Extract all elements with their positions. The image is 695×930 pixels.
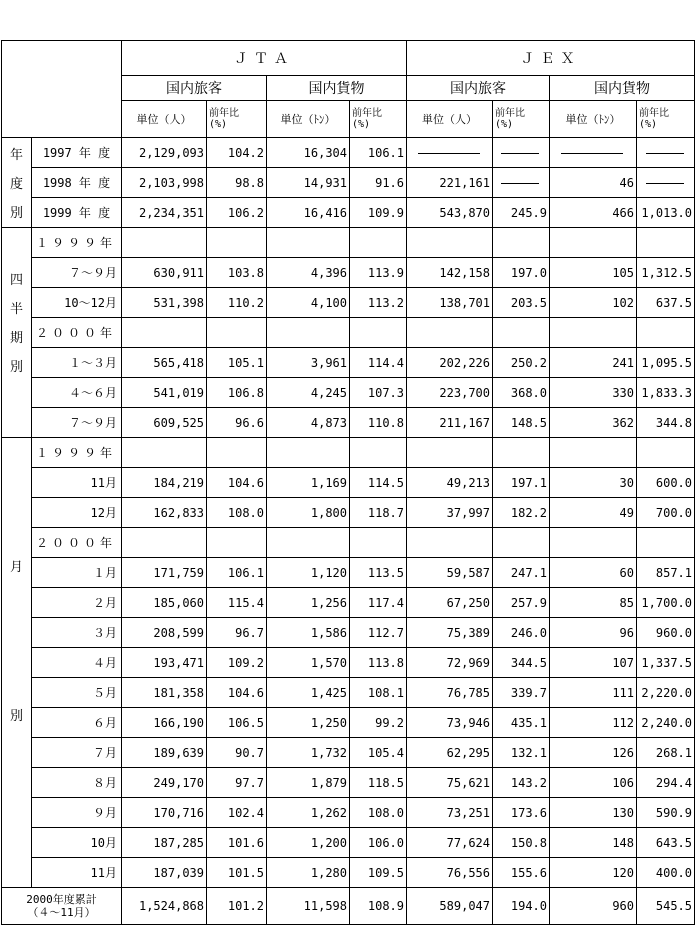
cell-jta-pax-yoy: 115.4 bbox=[207, 588, 267, 618]
cell-jta-pax-yoy: 101.5 bbox=[207, 858, 267, 888]
cell-jta-pax-yoy: 104.2 bbox=[207, 138, 267, 168]
cell-jta-cargo-yoy: 108.0 bbox=[350, 798, 407, 828]
cell-jex-pax: 589,047 bbox=[407, 888, 493, 925]
empty-cell bbox=[550, 228, 637, 258]
cell-jex-cargo-yoy: 643.5 bbox=[637, 828, 695, 858]
yoy-header: 前年比 (%) bbox=[637, 101, 695, 138]
cell-jex-cargo-yoy: 294.4 bbox=[637, 768, 695, 798]
table-row bbox=[2, 378, 695, 408]
cell-jta-cargo: 1,425 bbox=[267, 678, 350, 708]
cell-jex-cargo-yoy bbox=[637, 168, 695, 198]
cell-jta-pax: 531,398 bbox=[122, 288, 207, 318]
cell-jex-cargo: 148 bbox=[550, 828, 637, 858]
cell-jta-pax-yoy: 96.6 bbox=[207, 408, 267, 438]
unit-ton: 単位（ﾄﾝ） bbox=[550, 101, 637, 138]
cell-jex-pax-yoy: 250.2 bbox=[493, 348, 550, 378]
cell-jex-cargo: 49 bbox=[550, 498, 637, 528]
empty-cell bbox=[267, 438, 350, 468]
year-heading: ２０００年 bbox=[32, 528, 122, 558]
cell-jex-pax-yoy: 143.2 bbox=[493, 768, 550, 798]
cell-jex-pax bbox=[407, 138, 493, 168]
cell-jex-cargo: 130 bbox=[550, 798, 637, 828]
cell-jta-pax: 2,103,998 bbox=[122, 168, 207, 198]
cell-jex-cargo: 85 bbox=[550, 588, 637, 618]
cell-jex-pax-yoy bbox=[493, 138, 550, 168]
cell-jta-cargo-yoy: 114.5 bbox=[350, 468, 407, 498]
row-label: 1997 年 度 bbox=[32, 138, 122, 168]
table-row bbox=[2, 678, 695, 708]
cell-jta-cargo: 1,280 bbox=[267, 858, 350, 888]
group-quarterly-char: 四 bbox=[9, 273, 23, 288]
cell-jex-pax: 223,700 bbox=[407, 378, 493, 408]
cell-jex-cargo-yoy: 344.8 bbox=[637, 408, 695, 438]
cell-jta-pax-yoy: 103.8 bbox=[207, 258, 267, 288]
cell-jta-pax-yoy: 102.4 bbox=[207, 798, 267, 828]
cell-jta-cargo: 1,169 bbox=[267, 468, 350, 498]
cell-jex-cargo-yoy: 2,240.0 bbox=[637, 708, 695, 738]
cell-jex-cargo-yoy: 268.1 bbox=[637, 738, 695, 768]
row-label: １～３月 bbox=[32, 348, 122, 378]
cell-jta-cargo: 16,416 bbox=[267, 198, 350, 228]
cell-jex-pax-yoy: 344.5 bbox=[493, 648, 550, 678]
cell-jta-cargo: 1,250 bbox=[267, 708, 350, 738]
cell-jex-pax: 67,250 bbox=[407, 588, 493, 618]
cell-jex-cargo: 330 bbox=[550, 378, 637, 408]
empty-cell bbox=[207, 528, 267, 558]
row-label: 10～12月 bbox=[32, 288, 122, 318]
empty-cell bbox=[407, 438, 493, 468]
cell-jta-pax: 1,524,868 bbox=[122, 888, 207, 925]
cell-jex-pax-yoy: 245.9 bbox=[493, 198, 550, 228]
cell-jta-cargo: 4,245 bbox=[267, 378, 350, 408]
table-row bbox=[2, 348, 695, 378]
cell-jex-cargo: 112 bbox=[550, 708, 637, 738]
empty-cell bbox=[637, 318, 695, 348]
cell-jex-pax: 75,389 bbox=[407, 618, 493, 648]
group-monthly-char: 月 bbox=[9, 560, 23, 575]
cell-jta-pax: 162,833 bbox=[122, 498, 207, 528]
cell-jta-cargo-yoy: 108.9 bbox=[350, 888, 407, 925]
cell-jta-pax-yoy: 106.2 bbox=[207, 198, 267, 228]
cell-jex-cargo-yoy: 857.1 bbox=[637, 558, 695, 588]
cell-jta-pax: 2,129,093 bbox=[122, 138, 207, 168]
cell-jta-cargo-yoy: 108.1 bbox=[350, 678, 407, 708]
no-data-dash bbox=[501, 153, 539, 154]
cell-jex-pax-yoy bbox=[493, 168, 550, 198]
group-annual-char: 年 bbox=[9, 148, 23, 163]
row-label: 1999 年 度 bbox=[32, 198, 122, 228]
cell-jta-cargo-yoy: 106.1 bbox=[350, 138, 407, 168]
cell-jta-cargo: 1,200 bbox=[267, 828, 350, 858]
cell-jex-pax-yoy: 182.2 bbox=[493, 498, 550, 528]
cell-jta-pax: 187,039 bbox=[122, 858, 207, 888]
cell-jta-pax-yoy: 109.2 bbox=[207, 648, 267, 678]
table-row bbox=[2, 528, 695, 558]
cell-jta-cargo-yoy: 113.9 bbox=[350, 258, 407, 288]
cell-jex-pax-yoy: 194.0 bbox=[493, 888, 550, 925]
cell-jex-pax: 76,785 bbox=[407, 678, 493, 708]
cell-jex-cargo: 111 bbox=[550, 678, 637, 708]
row-label: ９月 bbox=[32, 798, 122, 828]
cell-jta-pax: 185,060 bbox=[122, 588, 207, 618]
empty-cell bbox=[350, 228, 407, 258]
group-quarterly-char: 期 bbox=[9, 331, 23, 346]
year-heading: ２０００年 bbox=[32, 318, 122, 348]
cell-jta-pax-yoy: 101.6 bbox=[207, 828, 267, 858]
row-label: ４月 bbox=[32, 648, 122, 678]
empty-cell bbox=[350, 528, 407, 558]
cell-jex-cargo: 120 bbox=[550, 858, 637, 888]
row-label: 10月 bbox=[32, 828, 122, 858]
cell-jta-cargo-yoy: 112.7 bbox=[350, 618, 407, 648]
group-quarterly bbox=[2, 228, 32, 438]
row-label: ３月 bbox=[32, 618, 122, 648]
row-label: ２月 bbox=[32, 588, 122, 618]
empty-cell bbox=[407, 318, 493, 348]
cell-jta-pax-yoy: 105.1 bbox=[207, 348, 267, 378]
no-data-dash bbox=[646, 183, 684, 184]
empty-cell bbox=[550, 318, 637, 348]
cell-jta-pax-yoy: 90.7 bbox=[207, 738, 267, 768]
cell-jta-pax: 565,418 bbox=[122, 348, 207, 378]
empty-cell bbox=[207, 228, 267, 258]
cell-jex-cargo-yoy: 1,833.3 bbox=[637, 378, 695, 408]
year-heading: １９９９年 bbox=[32, 438, 122, 468]
cell-jex-cargo-yoy: 1,700.0 bbox=[637, 588, 695, 618]
row-label: 11月 bbox=[32, 468, 122, 498]
row-label: ４～６月 bbox=[32, 378, 122, 408]
row-label: ７月 bbox=[32, 738, 122, 768]
cell-jta-pax: 166,190 bbox=[122, 708, 207, 738]
cell-jta-pax: 181,358 bbox=[122, 678, 207, 708]
table-row bbox=[2, 168, 695, 198]
cell-jex-cargo: 60 bbox=[550, 558, 637, 588]
empty-cell bbox=[350, 318, 407, 348]
cell-jta-pax-yoy: 106.5 bbox=[207, 708, 267, 738]
cell-jta-cargo: 1,262 bbox=[267, 798, 350, 828]
cell-jex-cargo: 241 bbox=[550, 348, 637, 378]
unit-ton: 単位（ﾄﾝ） bbox=[267, 101, 350, 138]
cell-jex-cargo: 466 bbox=[550, 198, 637, 228]
table-row bbox=[2, 648, 695, 678]
empty-cell bbox=[550, 528, 637, 558]
table-row bbox=[2, 288, 695, 318]
empty-cell bbox=[267, 318, 350, 348]
cell-jta-cargo-yoy: 91.6 bbox=[350, 168, 407, 198]
group-annual-char: 別 bbox=[9, 206, 23, 221]
cell-jex-pax: 37,997 bbox=[407, 498, 493, 528]
row-label: 1998 年 度 bbox=[32, 168, 122, 198]
cell-jex-pax: 73,946 bbox=[407, 708, 493, 738]
cell-jta-cargo: 1,586 bbox=[267, 618, 350, 648]
table-row bbox=[2, 318, 695, 348]
cell-jex-pax-yoy: 435.1 bbox=[493, 708, 550, 738]
empty-cell bbox=[493, 528, 550, 558]
empty-cell bbox=[122, 438, 207, 468]
table-row bbox=[2, 468, 695, 498]
cell-jta-cargo-yoy: 99.2 bbox=[350, 708, 407, 738]
cell-jta-cargo: 4,396 bbox=[267, 258, 350, 288]
total-label: 2000年度累計 （４～11月） bbox=[2, 888, 122, 925]
table-row bbox=[2, 828, 695, 858]
cell-jta-pax: 193,471 bbox=[122, 648, 207, 678]
cell-jta-pax: 208,599 bbox=[122, 618, 207, 648]
cell-jex-cargo: 102 bbox=[550, 288, 637, 318]
cell-jta-cargo-yoy: 118.7 bbox=[350, 498, 407, 528]
cell-jta-cargo-yoy: 113.2 bbox=[350, 288, 407, 318]
cell-jta-cargo: 16,304 bbox=[267, 138, 350, 168]
cell-jta-pax: 541,019 bbox=[122, 378, 207, 408]
yoy-header: 前年比 (%) bbox=[350, 101, 407, 138]
cell-jex-cargo: 106 bbox=[550, 768, 637, 798]
table-row bbox=[2, 738, 695, 768]
empty-cell bbox=[122, 528, 207, 558]
row-label: ７～９月 bbox=[32, 258, 122, 288]
group-annual bbox=[2, 138, 32, 228]
cell-jex-pax-yoy: 197.1 bbox=[493, 468, 550, 498]
no-data-dash bbox=[646, 153, 684, 154]
cell-jta-pax-yoy: 108.0 bbox=[207, 498, 267, 528]
cell-jex-pax: 142,158 bbox=[407, 258, 493, 288]
cell-jta-pax-yoy: 96.7 bbox=[207, 618, 267, 648]
cell-jex-cargo: 105 bbox=[550, 258, 637, 288]
empty-cell bbox=[637, 438, 695, 468]
cell-jta-cargo: 1,879 bbox=[267, 768, 350, 798]
cell-jex-pax-yoy: 247.1 bbox=[493, 558, 550, 588]
table-row bbox=[2, 228, 695, 258]
group-monthly bbox=[2, 438, 32, 888]
cell-jta-cargo: 1,800 bbox=[267, 498, 350, 528]
cell-jta-pax: 171,759 bbox=[122, 558, 207, 588]
table-row bbox=[2, 588, 695, 618]
cell-jex-pax: 138,701 bbox=[407, 288, 493, 318]
cell-jex-cargo-yoy: 590.9 bbox=[637, 798, 695, 828]
row-label: １月 bbox=[32, 558, 122, 588]
cell-jta-cargo-yoy: 113.8 bbox=[350, 648, 407, 678]
empty-cell bbox=[207, 318, 267, 348]
cell-jta-cargo: 14,931 bbox=[267, 168, 350, 198]
yoy-header: 前年比 (%) bbox=[493, 101, 550, 138]
cell-jta-cargo: 1,256 bbox=[267, 588, 350, 618]
row-label: ５月 bbox=[32, 678, 122, 708]
cell-jex-pax: 75,621 bbox=[407, 768, 493, 798]
jex-cargo-header: 国内貨物 bbox=[550, 76, 695, 101]
cell-jta-cargo: 11,598 bbox=[267, 888, 350, 925]
table-row bbox=[2, 198, 695, 228]
cell-jex-cargo: 107 bbox=[550, 648, 637, 678]
cell-jex-pax-yoy: 155.6 bbox=[493, 858, 550, 888]
cell-jta-cargo-yoy: 113.5 bbox=[350, 558, 407, 588]
row-label: ７～９月 bbox=[32, 408, 122, 438]
cell-jta-pax-yoy: 104.6 bbox=[207, 678, 267, 708]
table-row bbox=[2, 408, 695, 438]
empty-cell bbox=[350, 438, 407, 468]
table-row bbox=[2, 438, 695, 468]
cell-jex-cargo-yoy: 637.5 bbox=[637, 288, 695, 318]
cell-jex-pax-yoy: 173.6 bbox=[493, 798, 550, 828]
cell-jta-cargo-yoy: 110.8 bbox=[350, 408, 407, 438]
cell-jex-pax: 62,295 bbox=[407, 738, 493, 768]
cell-jta-cargo-yoy: 106.0 bbox=[350, 828, 407, 858]
cell-jta-pax-yoy: 110.2 bbox=[207, 288, 267, 318]
cell-jex-pax: 76,556 bbox=[407, 858, 493, 888]
jex-header: ＪＥＸ bbox=[407, 41, 695, 76]
table-row bbox=[2, 798, 695, 828]
jta-header: ＪＴＡ bbox=[122, 41, 407, 76]
total-row bbox=[2, 888, 695, 925]
row-label: 11月 bbox=[32, 858, 122, 888]
cell-jex-pax: 221,161 bbox=[407, 168, 493, 198]
cell-jex-cargo-yoy: 2,220.0 bbox=[637, 678, 695, 708]
cell-jex-pax-yoy: 339.7 bbox=[493, 678, 550, 708]
cell-jex-cargo: 96 bbox=[550, 618, 637, 648]
cell-jex-pax: 202,226 bbox=[407, 348, 493, 378]
cell-jta-pax: 630,911 bbox=[122, 258, 207, 288]
jta-cargo-header: 国内貨物 bbox=[267, 76, 407, 101]
corner-cell bbox=[2, 41, 122, 138]
table-row bbox=[2, 708, 695, 738]
cell-jta-pax-yoy: 97.7 bbox=[207, 768, 267, 798]
empty-cell bbox=[493, 318, 550, 348]
group-quarterly-char: 別 bbox=[9, 360, 23, 375]
cell-jta-cargo: 4,873 bbox=[267, 408, 350, 438]
table-row bbox=[2, 498, 695, 528]
cell-jta-pax: 184,219 bbox=[122, 468, 207, 498]
cell-jta-pax: 609,525 bbox=[122, 408, 207, 438]
empty-cell bbox=[550, 438, 637, 468]
cell-jex-cargo-yoy: 1,095.5 bbox=[637, 348, 695, 378]
cell-jta-pax: 187,285 bbox=[122, 828, 207, 858]
cell-jex-cargo-yoy: 1,337.5 bbox=[637, 648, 695, 678]
row-label: 12月 bbox=[32, 498, 122, 528]
table-row bbox=[2, 258, 695, 288]
cell-jex-pax-yoy: 148.5 bbox=[493, 408, 550, 438]
cell-jta-pax: 2,234,351 bbox=[122, 198, 207, 228]
cell-jta-pax-yoy: 106.8 bbox=[207, 378, 267, 408]
table-row bbox=[2, 618, 695, 648]
cell-jex-cargo: 960 bbox=[550, 888, 637, 925]
group-monthly-char: 別 bbox=[9, 709, 23, 724]
empty-cell bbox=[207, 438, 267, 468]
group-annual-char: 度 bbox=[9, 177, 23, 192]
cell-jex-pax-yoy: 132.1 bbox=[493, 738, 550, 768]
cell-jex-cargo-yoy: 1,013.0 bbox=[637, 198, 695, 228]
cell-jta-cargo-yoy: 105.4 bbox=[350, 738, 407, 768]
table-row bbox=[2, 768, 695, 798]
cell-jta-cargo: 1,732 bbox=[267, 738, 350, 768]
cell-jta-cargo: 4,100 bbox=[267, 288, 350, 318]
cell-jex-pax: 59,587 bbox=[407, 558, 493, 588]
cell-jex-pax: 72,969 bbox=[407, 648, 493, 678]
cell-jta-cargo-yoy: 109.9 bbox=[350, 198, 407, 228]
empty-cell bbox=[637, 228, 695, 258]
cell-jta-cargo-yoy: 114.4 bbox=[350, 348, 407, 378]
empty-cell bbox=[493, 438, 550, 468]
cell-jta-cargo-yoy: 118.5 bbox=[350, 768, 407, 798]
cell-jta-cargo-yoy: 107.3 bbox=[350, 378, 407, 408]
no-data-dash bbox=[501, 183, 539, 184]
cell-jex-pax: 73,251 bbox=[407, 798, 493, 828]
cell-jex-pax: 543,870 bbox=[407, 198, 493, 228]
cell-jex-pax-yoy: 150.8 bbox=[493, 828, 550, 858]
cell-jex-pax-yoy: 368.0 bbox=[493, 378, 550, 408]
table-row bbox=[2, 558, 695, 588]
cell-jex-cargo-yoy: 700.0 bbox=[637, 498, 695, 528]
cell-jex-cargo-yoy: 1,312.5 bbox=[637, 258, 695, 288]
cell-jta-cargo: 1,570 bbox=[267, 648, 350, 678]
cell-jta-pax-yoy: 101.2 bbox=[207, 888, 267, 925]
cell-jta-cargo-yoy: 117.4 bbox=[350, 588, 407, 618]
unit-people: 単位（人） bbox=[407, 101, 493, 138]
empty-cell bbox=[267, 528, 350, 558]
no-data-dash bbox=[561, 153, 623, 154]
cell-jex-cargo: 30 bbox=[550, 468, 637, 498]
cell-jex-cargo-yoy bbox=[637, 138, 695, 168]
cell-jex-cargo: 362 bbox=[550, 408, 637, 438]
empty-cell bbox=[637, 528, 695, 558]
jex-pax-header: 国内旅客 bbox=[407, 76, 550, 101]
cell-jex-cargo-yoy: 960.0 bbox=[637, 618, 695, 648]
cell-jta-cargo: 1,120 bbox=[267, 558, 350, 588]
jta-pax-header: 国内旅客 bbox=[122, 76, 267, 101]
empty-cell bbox=[122, 228, 207, 258]
cell-jta-cargo-yoy: 109.5 bbox=[350, 858, 407, 888]
empty-cell bbox=[407, 228, 493, 258]
year-heading: １９９９年 bbox=[32, 228, 122, 258]
row-label: ６月 bbox=[32, 708, 122, 738]
cell-jta-pax-yoy: 104.6 bbox=[207, 468, 267, 498]
cell-jta-pax-yoy: 106.1 bbox=[207, 558, 267, 588]
yoy-header: 前年比 (%) bbox=[207, 101, 267, 138]
no-data-dash bbox=[418, 153, 480, 154]
cell-jta-pax: 170,716 bbox=[122, 798, 207, 828]
cell-jex-pax-yoy: 257.9 bbox=[493, 588, 550, 618]
cell-jex-pax-yoy: 246.0 bbox=[493, 618, 550, 648]
cell-jta-pax-yoy: 98.8 bbox=[207, 168, 267, 198]
cell-jex-pax: 211,167 bbox=[407, 408, 493, 438]
cell-jex-cargo-yoy: 545.5 bbox=[637, 888, 695, 925]
group-quarterly-char: 半 bbox=[9, 302, 23, 317]
cell-jex-pax: 49,213 bbox=[407, 468, 493, 498]
cell-jex-pax-yoy: 197.0 bbox=[493, 258, 550, 288]
cell-jex-cargo: 46 bbox=[550, 168, 637, 198]
table-row bbox=[2, 138, 695, 168]
traffic-statistics-table bbox=[1, 40, 695, 925]
cell-jex-cargo-yoy: 400.0 bbox=[637, 858, 695, 888]
cell-jex-cargo: 126 bbox=[550, 738, 637, 768]
empty-cell bbox=[407, 528, 493, 558]
cell-jta-pax: 249,170 bbox=[122, 768, 207, 798]
cell-jex-pax-yoy: 203.5 bbox=[493, 288, 550, 318]
empty-cell bbox=[493, 228, 550, 258]
table-row bbox=[2, 858, 695, 888]
cell-jex-cargo-yoy: 600.0 bbox=[637, 468, 695, 498]
empty-cell bbox=[122, 318, 207, 348]
cell-jex-cargo bbox=[550, 138, 637, 168]
row-label: ８月 bbox=[32, 768, 122, 798]
cell-jta-pax: 189,639 bbox=[122, 738, 207, 768]
empty-cell bbox=[267, 228, 350, 258]
cell-jta-cargo: 3,961 bbox=[267, 348, 350, 378]
cell-jex-pax: 77,624 bbox=[407, 828, 493, 858]
unit-people: 単位（人） bbox=[122, 101, 207, 138]
